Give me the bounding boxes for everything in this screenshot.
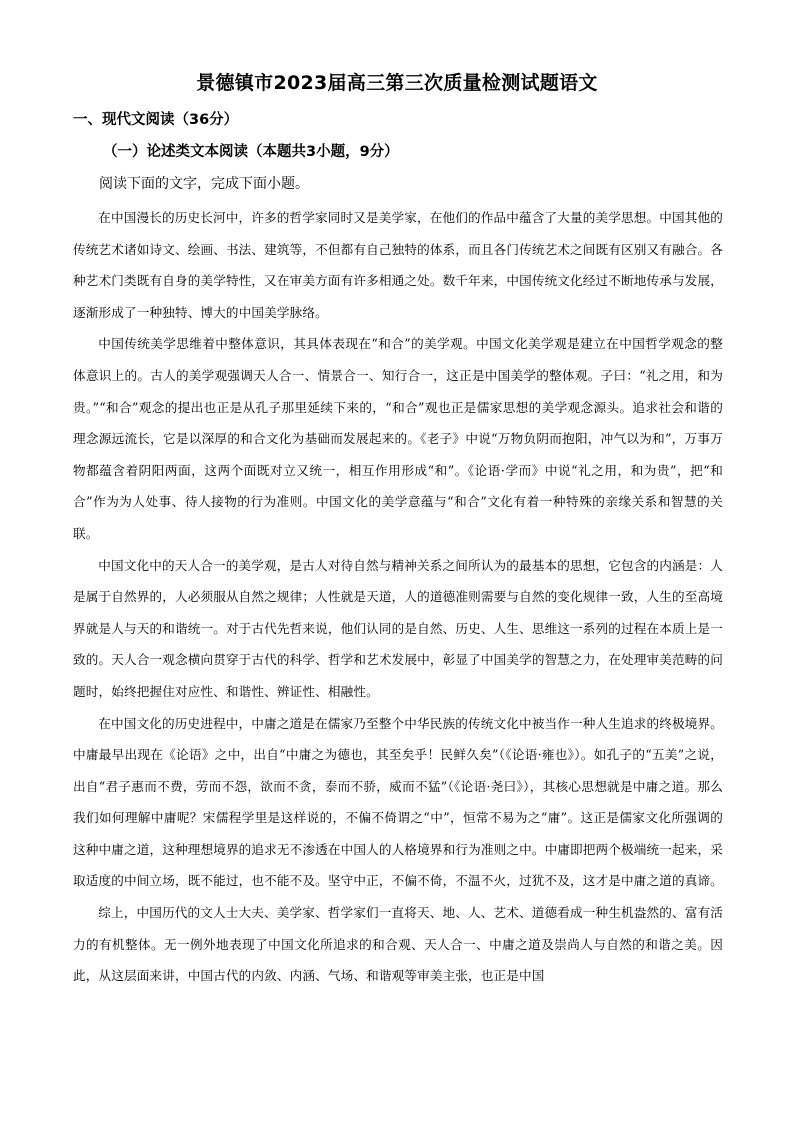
paragraph-3: 中国文化中的天人合一的美学观，是古人对待自然与精神关系之间所认为的最基本的思想，它包含的内涵是：人是属于自然界的，人必须服从自然之规律；人性就是天道，人的道德准则需要与自然的变化规律一致，人生的至高境界就是人与天的和谐统一。对于古代先哲来说，他们认同的是自然、历史、人生、思维这一系列的过程在本质上是一致的。天人合一观念横向贯穿于古代的科学、哲学和艺术发展中，彰显了中国美学的智慧之力，在处理审美范畴的问题时，始终把握住对应性、和谐性、辨证性、相融性。 <box>73 557 723 699</box>
paragraph-4: 在中国文化的历史进程中，中庸之道是在儒家乃至整个中华民族的传统文化中被当作一种人生追求的终极境界。中庸最早出现在《论语》之中，出自“中庸之为德也，其至矣乎！民鲜久矣”（《论语·雍也》）。如孔子的“五美”之说，出自“君子惠而不费，劳而不怨，欲而不贪，泰而不骄，威而不猛”（《论语·尧曰》），其核心思想就是中庸之道。那么我们如何理解中庸呢？宋儒程学里是这样说的，不偏不倚谓之“中”，恒常不易为之“庸”。这正是儒家文化所强调的这种中庸之道，这种理想境界的追求无不渗透在中国人的人格境界和行为准则之中。中庸即把两个极端统一起来，采取适度的中间立场，既不能过，也不能不及。坚守中正，不偏不倚，不温不火，过犹不及，这才是中庸之道的真谛。 <box>73 715 723 889</box>
reading-instruction: 阅读下面的文字，完成下面小题。 <box>99 176 309 192</box>
sub-heading: （一）论述类文本阅读（本题共3小题，9分） <box>103 144 399 160</box>
paragraph-2: 中国传统美学思维着中整体意识，其具体表现在“和合”的美学观。中国文化美学观是建立在中国哲学观念的整体意识上的。古人的美学观强调天人合一、情景合一、知行合一，这正是中国美学的整体观。子曰：“礼之用，和为贵。”“和合”观念的提出也正是从孔子那里延续下来的，“和合”观也正是儒家思想的美学观念源头。追求社会和谐的理念源远流长，它是以深厚的和合文化为基础而发展起来的。《老子》中说“万物负阴而抱阳，冲气以为和”，万事万物都蕴含着阴阳两面，这两个面既对立又统一，相互作用形成“和”。《论语·学而》中说“礼之用，和为贵”，把“和合”作为为人处事、待人接物的行为准则。中国文化的美学意蕴与“和合”文化有着一种特殊的亲缘关系和智慧的关联。 <box>73 336 723 541</box>
page-title: 景德镇市2023届高三第三次质量检测试题语文 <box>196 72 598 94</box>
section-heading: 一、现代文阅读（36分） <box>73 112 239 128</box>
passage-body <box>73 202 723 992</box>
paragraph-1: 在中国漫长的历史长河中，许多的哲学家同时又是美学家，在他们的作品中蕴含了大量的美学思想。中国其他的传统艺术诸如诗文、绘画、书法、建筑等，不但都有自己独特的体系，而且各门传统艺术之间既有区别又有融合。各种艺术门类既有自身的美学特性，又在审美方面有许多相通之处。数千年来，中国传统文化经过不断地传承与发展，逐渐形成了一种独特、博大的中国美学脉络。 <box>73 210 723 320</box>
paragraph-5: 综上，中国历代的文人士大夫、美学家、哲学家们一直将天、地、人、艺术、道德看成一种生机盎然的、富有活力的有机整体。无一例外地表现了中国文化所追求的和合观、天人合一、中庸之道及崇尚人与自然的和谐之美。因此，从这层面来讲，中国古代的内敛、内涵、气场、和谐观等审美主张，也正是中国 <box>73 905 723 984</box>
